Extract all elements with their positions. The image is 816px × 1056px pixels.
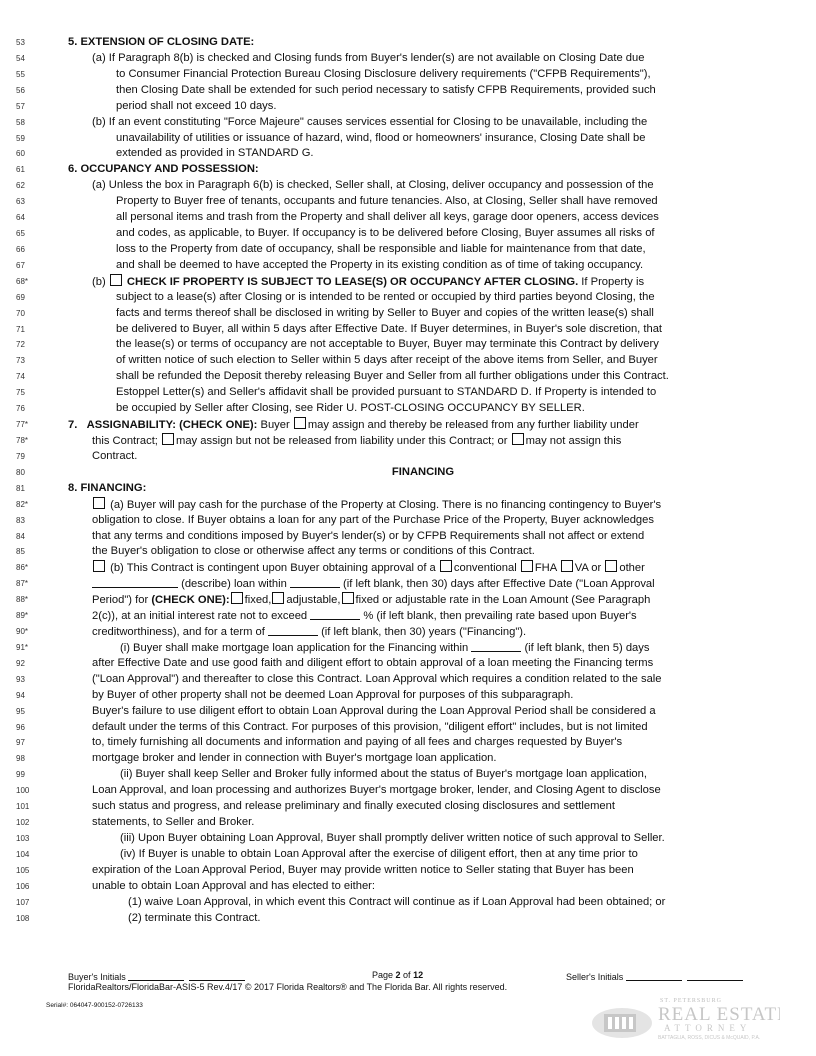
contract-line (0, 51, 816, 66)
contract-line (0, 146, 816, 161)
line-number: 100 (16, 786, 30, 796)
line-number: 53 (16, 38, 25, 47)
line-number: 73 (16, 356, 25, 366)
line-number: 94 (16, 690, 25, 700)
contract-line (0, 433, 816, 448)
line-number: 67 (16, 260, 25, 270)
contract-line (0, 560, 816, 575)
line-text: (b) If an event constituting "Force Majeure" causes services essential for Closing to be unavailable, including the (92, 115, 648, 128)
contract-line (0, 783, 816, 798)
line-number: 68* (16, 276, 29, 286)
lease-occupancy-checkbox[interactable] (110, 274, 122, 286)
line-number: 98 (16, 754, 25, 764)
line-number: 103 (16, 834, 30, 843)
contract-line (0, 322, 816, 337)
line-number: 65 (16, 229, 25, 239)
line-number: 87* (16, 579, 29, 589)
contract-line (0, 815, 816, 830)
line-text: unable to obtain Loan Approval and has elected to either: (92, 879, 376, 892)
contract-line (0, 720, 816, 735)
line-text: and codes, as applicable, to Buyer. If occupancy is to be delivered before Closing, Buyer assumes all risks of (116, 227, 655, 240)
line-text: all personal items and trash from the Property and shall deliver all keys, garage door openers, access devices (116, 211, 659, 224)
line-number: 60 (16, 149, 25, 159)
line-text: Loan Approval, and loan processing and authorizes Buyer's mortgage broker, lender, and Closing Agent to disclose (92, 784, 661, 797)
line-text: subject to a lease(s) after Closing or is intended to be rented or occupied by third parties beyond Closing, the (116, 290, 655, 303)
line-number: 62 (16, 181, 25, 191)
line-number: 86* (16, 563, 29, 573)
contract-line (0, 369, 816, 384)
contract-line (0, 688, 816, 703)
contract-line (0, 99, 816, 114)
contract-line (0, 704, 816, 719)
cash-purchase-checkbox[interactable] (93, 497, 105, 509)
fha-checkbox[interactable] (521, 560, 533, 572)
assign-not-released-checkbox[interactable] (162, 433, 174, 445)
contract-line (0, 608, 816, 623)
contract-line (0, 290, 816, 305)
fill-in-blank[interactable] (471, 640, 521, 652)
line-text: Period") for (CHECK ONE): fixed, adjustable, fixed or adjustable rate in the Loan Amount (See Paragraph (92, 594, 651, 607)
seller-initials-label: Seller's Initials (566, 969, 743, 983)
line-text: ("Loan Approval") and thereafter to close this Contract. Loan Approval which requires a condition related to the sale (92, 672, 662, 685)
contract-line (0, 417, 816, 432)
line-text: facts and terms thereof shall be disclosed in writing by Seller to Buyer and copies of the written lease(s) shall (116, 306, 654, 319)
line-text: (b) This Contract is contingent upon Buyer obtaining approval of a conventional FHA VA or other (92, 560, 645, 576)
line-text: (ii) Buyer shall keep Seller and Broker fully informed about the status of Buyer's mortgage loan application, (120, 768, 647, 781)
line-text: shall be refunded the Deposit thereby releasing Buyer and Seller from all further obligations under this Contract. (116, 370, 669, 383)
page-number: Page 2 of 12 (372, 970, 424, 980)
contract-line (0, 544, 816, 559)
contract-line (0, 767, 816, 782)
contract-line (0, 911, 816, 926)
contract-line (0, 831, 816, 846)
line-text: and shall be deemed to have accepted the Property in its existing condition as of time of taking occupancy. (116, 258, 644, 271)
line-text: of written notice of such election to Seller within 5 days after receipt of the above items from Seller, and Buyer (116, 354, 658, 367)
contract-line (0, 672, 816, 687)
svg-text:REAL ESTATE: REAL ESTATE (658, 1004, 780, 1025)
contract-line (0, 863, 816, 878)
line-text: the Buyer's obligation to close or otherwise affect any terms or conditions of this Contract. (92, 545, 535, 558)
line-number: 99 (16, 770, 25, 780)
line-number: 107 (16, 897, 30, 907)
line-number: 58 (16, 117, 25, 127)
svg-text:ATTORNEY: ATTORNEY (664, 1023, 752, 1033)
line-number: 96 (16, 722, 25, 732)
fixed-rate-checkbox[interactable] (231, 592, 243, 604)
financing-contingency-checkbox[interactable] (93, 560, 105, 572)
contract-line (0, 83, 816, 98)
line-number: 63 (16, 197, 25, 207)
buyer-initials-label: Buyer's Initials (68, 969, 245, 983)
fixed-or-adjustable-checkbox[interactable] (342, 592, 354, 604)
svg-text:BATTAGLIA, ROSS, DICUS & McQUA: BATTAGLIA, ROSS, DICUS & McQUAID, P.A. (658, 1035, 761, 1041)
contract-line (0, 624, 816, 639)
line-number: 91* (16, 642, 29, 652)
contract-line (0, 242, 816, 257)
contract-line (0, 592, 816, 607)
line-text: (a) If Paragraph 8(b) is checked and Closing funds from Buyer's lender(s) are not available on Closing Date due (92, 51, 645, 64)
line-text: such status and progress, and release preliminary and finally executed closing disclosures and settlement (92, 800, 615, 813)
line-number: 88* (16, 595, 29, 605)
conventional-checkbox[interactable] (440, 560, 452, 572)
line-number: 64 (16, 213, 25, 223)
line-number: 92 (16, 658, 25, 668)
line-number: 59 (16, 133, 25, 143)
other-loan-checkbox[interactable] (605, 560, 617, 572)
contract-line (0, 210, 816, 225)
contract-line (0, 513, 816, 528)
line-text: then Closing Date shall be extended for such period necessary to satisfy CFPB Requirements, provided such (116, 83, 656, 96)
line-text: extended as provided in STANDARD G. (116, 147, 314, 160)
line-text: 2(c)), at an initial interest rate not to exceed % (if left blank, then prevailing rate based upon Buyer's (92, 610, 637, 623)
svg-text:ST. PETERSBURG: ST. PETERSBURG (660, 998, 722, 1004)
line-text: (1) waive Loan Approval, in which event this Contract will continue as if Loan Approval had been obtained; or (128, 895, 666, 908)
contract-line (0, 847, 816, 862)
line-number: 102 (16, 818, 30, 828)
line-text: this Contract; may assign but not be released from liability under this Contract; or may not assign this (92, 435, 622, 447)
line-number: 84 (16, 531, 25, 541)
line-number: 80 (16, 467, 25, 477)
line-text: mortgage broker and lender in connection with Buyer's mortgage loan application. (92, 752, 497, 765)
contract-line (0, 115, 816, 130)
line-number: 90* (16, 627, 29, 637)
line-number: 78* (16, 436, 29, 445)
line-number: 55 (16, 69, 25, 79)
contract-line (0, 497, 816, 512)
line-number: 72 (16, 340, 25, 350)
contract-line (0, 529, 816, 544)
fill-in-blank[interactable] (268, 624, 318, 636)
line-number: 106 (16, 881, 30, 891)
contract-line (0, 131, 816, 146)
line-number: 93 (16, 674, 25, 684)
line-text: 8. FINANCING: (68, 481, 147, 494)
line-text: to Consumer Financial Protection Bureau Closing Disclosure delivery requirements ("CFPB Requirements"), (116, 67, 651, 80)
line-text: the lease(s) or terms of occupancy are not acceptable to Buyer, Buyer may terminate this Contract by delivery (116, 338, 659, 351)
va-checkbox[interactable] (561, 560, 573, 572)
line-number: 74 (16, 372, 25, 382)
line-text: (iv) If Buyer is unable to obtain Loan Approval after the exercise of diligent effort, then at any time prior to (120, 847, 638, 860)
fill-in-blank[interactable] (290, 576, 340, 588)
line-text: 7. ASSIGNABILITY: (CHECK ONE): Buyer may assign and thereby be released from any further liability under (68, 419, 639, 432)
assign-released-checkbox[interactable] (294, 417, 306, 429)
line-text: (describe) loan within (if left blank, then 30) days after Effective Date ("Loan Approval (92, 576, 655, 592)
line-text: Estoppel Letter(s) and Seller's affidavit shall be provided pursuant to STANDARD D. If Property is intended to (116, 386, 657, 399)
line-text: loss to the Property from date of occupancy, shall be responsible and liable for maintenance from that date, (116, 242, 646, 255)
contract-line (0, 751, 816, 766)
line-text: creditworthiness), and for a term of (if left blank, then 30) years ("Financing"). (92, 626, 527, 639)
line-number: 54 (16, 53, 25, 63)
contract-line (0, 799, 816, 814)
contract-line (0, 656, 816, 671)
line-text: Contract. (92, 449, 138, 462)
serial-number: Serial#: 064047-900152-0726133 (46, 1002, 143, 1009)
line-text: FINANCING (391, 465, 455, 478)
line-number: 76 (16, 404, 25, 414)
may-not-assign-checkbox[interactable] (512, 433, 524, 445)
line-number: 95 (16, 706, 25, 716)
line-number: 82* (16, 499, 29, 509)
line-number: 85 (16, 547, 25, 557)
line-text: Buyer's failure to use diligent effort to obtain Loan Approval during the Loan Approval Period shall be considered a (92, 704, 656, 717)
line-number: 89* (16, 611, 29, 621)
contract-line (0, 274, 816, 289)
form-revision-line: FloridaRealtors/FloridaBar-ASIS-5 Rev.4/17 © 2017 Florida Realtors® and The Florida Bar. All rights reserved. (68, 982, 508, 992)
line-text: (b) CHECK IF PROPERTY IS SUBJECT TO LEASE(S) OR OCCUPANCY AFTER CLOSING. If Property is (92, 275, 645, 288)
contract-line (0, 226, 816, 241)
contract-line (0, 576, 816, 591)
line-number: 104 (16, 849, 30, 859)
line-number: 105 (16, 865, 30, 875)
line-text: 6. OCCUPANCY AND POSSESSION: (68, 163, 259, 176)
line-number: 77* (16, 420, 29, 430)
contract-line (0, 162, 816, 177)
line-number: 56 (16, 85, 25, 95)
line-number: 71 (16, 324, 25, 334)
contract-line (0, 385, 816, 400)
adjustable-rate-checkbox[interactable] (272, 592, 284, 604)
line-text: that any terms and conditions imposed by Buyer's lender(s) or by CFPB Requirements shall not affect or extend (92, 529, 645, 542)
contract-line (0, 640, 816, 655)
fill-in-blank[interactable] (92, 576, 178, 588)
line-number: 61 (16, 165, 25, 175)
line-number: 83 (16, 515, 25, 525)
line-text: after Effective Date and use good faith and diligent effort to obtain approval of a loan meeting the Financing terms (92, 656, 654, 669)
fill-in-blank[interactable] (310, 608, 360, 620)
line-number: 101 (16, 802, 30, 812)
line-text: (a) Unless the box in Paragraph 6(b) is checked, Seller shall, at Closing, deliver occupancy and possession of the (92, 179, 654, 192)
contract-line (0, 401, 816, 416)
contract-line (0, 449, 816, 464)
line-text: to, timely furnishing all documents and information and paying of all fees and charges requested by Buyer's (92, 736, 623, 749)
line-number: 108 (16, 913, 30, 923)
line-text: obligation to close. If Buyer obtains a loan for any part of the Purchase Price of the Property, Buyer acknowledges (92, 513, 654, 526)
line-number: 75 (16, 388, 25, 398)
line-number: 81 (16, 483, 25, 493)
line-number: 66 (16, 244, 25, 254)
contract-line (0, 194, 816, 209)
line-text: expiration of the Loan Approval Period, Buyer may provide written notice to Seller stating that Buyer has been (92, 863, 634, 876)
line-text: be delivered to Buyer, all within 5 days after Effective Date. If Buyer determines, in Buyer's sole discretion, that (116, 322, 663, 335)
real-estate-attorney-logo (590, 996, 780, 1042)
line-text: be occupied by Seller after Closing, see Rider U. POST-CLOSING OCCUPANCY BY SELLER. (116, 402, 585, 415)
contract-line (0, 879, 816, 894)
line-number: 57 (16, 101, 25, 111)
line-text: by Buyer of other property shall not be deemed Loan Approval for purposes of this subparagraph. (92, 688, 574, 701)
line-text: (i) Buyer shall make mortgage loan application for the Financing within (if left blank, then 5) days (120, 641, 650, 654)
line-text: (a) Buyer will pay cash for the purchase of the Property at Closing. There is no financing contingency to Buyer's (92, 497, 661, 513)
line-number: 79 (16, 451, 25, 461)
contract-line (0, 895, 816, 910)
line-number: 70 (16, 308, 25, 318)
contract-line (0, 337, 816, 352)
line-text: (iii) Upon Buyer obtaining Loan Approval, Buyer shall promptly deliver written notice of such approval to Seller. (120, 832, 665, 844)
contract-line (0, 353, 816, 368)
line-text: period shall not exceed 10 days. (116, 99, 277, 112)
contract-line (0, 258, 816, 273)
contract-line (0, 178, 816, 193)
line-text: default under the terms of this Contract. For purposes of this provision, "diligent effort" includes, but is not limited (92, 720, 648, 733)
contract-line (0, 481, 816, 496)
line-number: 69 (16, 292, 25, 302)
contract-line (0, 67, 816, 82)
line-number: 97 (16, 738, 25, 748)
contract-line (0, 35, 816, 50)
contract-line (0, 465, 816, 480)
contract-line (0, 735, 816, 750)
line-text: 5. EXTENSION OF CLOSING DATE: (68, 36, 255, 48)
line-text: (2) terminate this Contract. (128, 911, 261, 924)
line-text: Property to Buyer free of tenants, occupants and future tenancies. Also, at Closing, Seller shall have removed (116, 195, 658, 208)
contract-line (0, 306, 816, 321)
line-text: statements, to Seller and Broker. (92, 816, 255, 829)
line-text: unavailability of utilities or issuance of hazard, wind, flood or homeowners' insurance, Closing Date shall be (116, 131, 646, 144)
